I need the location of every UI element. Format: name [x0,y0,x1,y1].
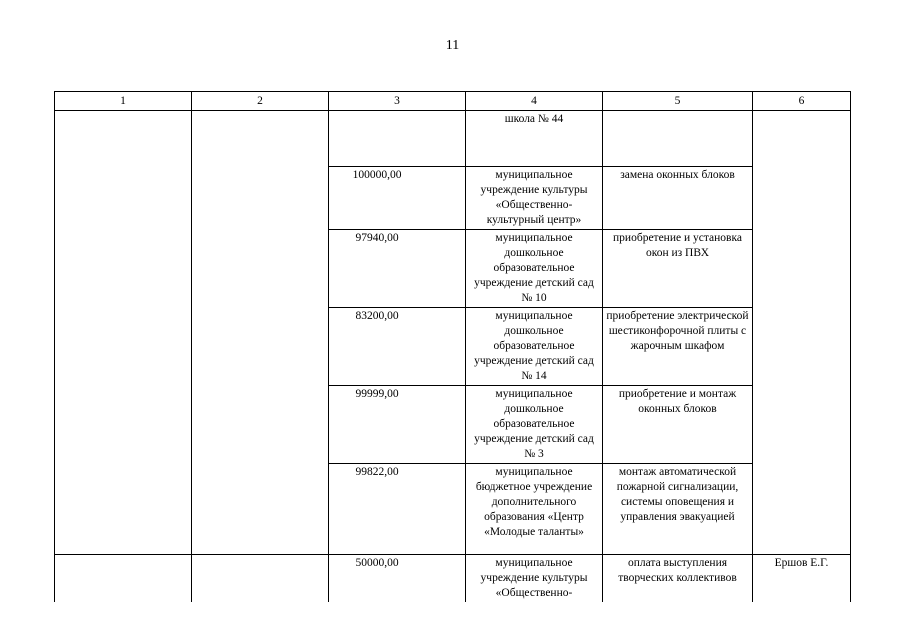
amount-cell: 100000,00 [329,167,466,230]
institution-cell: муниципальное дошкольное образовательное учреждение детский сад № 3 [466,386,603,464]
column-header: 5 [603,92,753,111]
work-cell: приобретение электрической шестиконфорочной плиты с жарочным шкафом [603,308,753,386]
column-header: 3 [329,92,466,111]
work-cell: монтаж автоматической пожарной сигнализации, системы оповещения и управления эвакуацией [603,464,753,555]
amount-cell: 97940,00 [329,230,466,308]
work-cell: приобретение и монтаж оконных блоков [603,386,753,464]
institution-cell: школа № 44 [466,111,603,167]
group-cell-col2 [192,555,329,603]
table-row [55,111,851,167]
table-row [55,555,851,603]
responsible-cell: Ершов Е.Г. [753,555,851,603]
page-number: 11 [445,38,460,53]
institution-cell: муниципальное дошкольное образовательное учреждение детский сад № 14 [466,308,603,386]
amount-cell: 50000,00 [329,555,466,603]
group-cell-col1 [55,555,192,603]
institution-cell: муниципальное учреждение культуры «Общественно-культурный центр» [466,167,603,230]
work-cell: замена оконных блоков [603,167,753,230]
amount-cell: 99999,00 [329,386,466,464]
table-header-row [55,92,851,111]
column-header: 1 [55,92,192,111]
group-cell-col1 [55,111,192,555]
institution-cell: муниципальное дошкольное образовательное учреждение детский сад № 10 [466,230,603,308]
institution-cell: муниципальное бюджетное учреждение дополнительного образования «Центр «Молодые таланты» [466,464,603,555]
amount-cell: 99822,00 [329,464,466,555]
amount-cell [329,111,466,167]
work-cell: приобретение и установка окон из ПВХ [603,230,753,308]
group-cell-col2 [192,111,329,555]
funding-table [54,91,851,602]
column-header: 6 [753,92,851,111]
work-cell [603,111,753,167]
column-header: 4 [466,92,603,111]
work-cell: оплата выступления творческих коллективов [603,555,753,603]
amount-cell: 83200,00 [329,308,466,386]
institution-cell: муниципальное учреждение культуры «Общественно- [466,555,603,603]
responsible-cell [753,111,851,555]
column-header: 2 [192,92,329,111]
